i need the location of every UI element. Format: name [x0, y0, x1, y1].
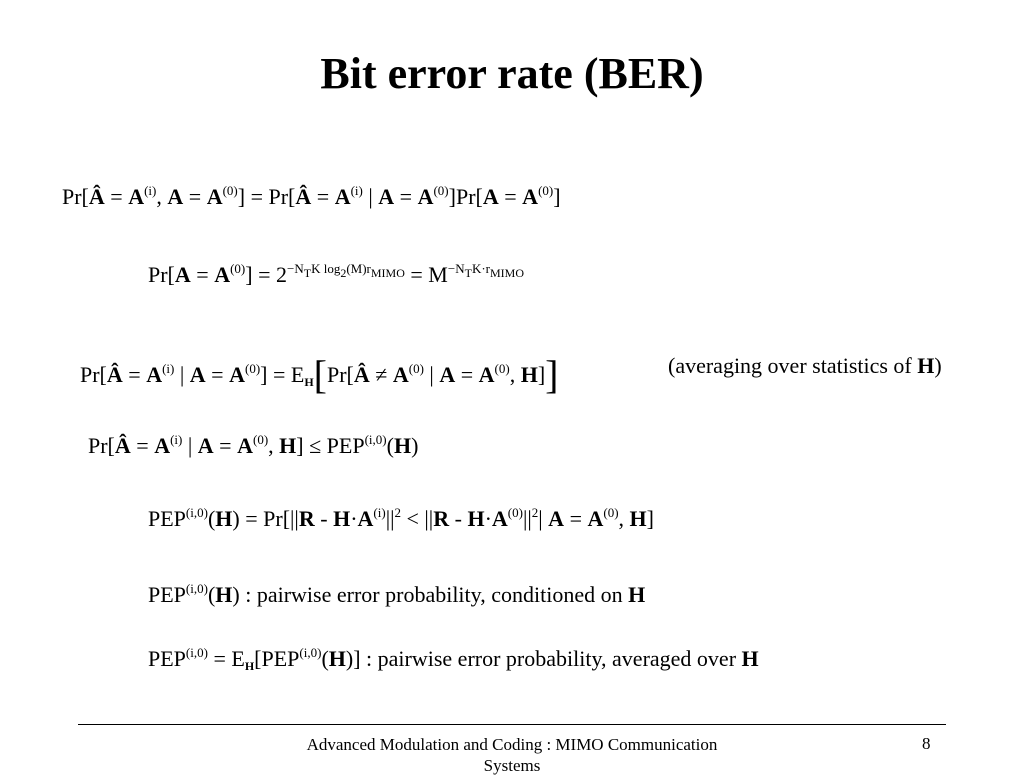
footer-divider [78, 724, 946, 725]
eq1-text: Pr[Â = $A^{(i)}$, $A = A^{(0)}$] = Pr[Â = $A^{(i)}$ | $A = A^{(0)}]Pr[A = A^{(0)}]$ [62, 183, 561, 209]
eq3-text: Pr[Â = $A^{(i)}$ | $A = A^{(0)}$] = $E_H[Pr[Â \ne A^{(0)}$ | $A = A^{(0)}$, H]] [80, 352, 559, 397]
eq4-text: Pr[Â = $A^{(i)}$ | $A = A^{(0)}$, H] ≤ PEP$^{(i,0)}$(H) [88, 432, 419, 458]
equation-prior-probability [148, 261, 524, 287]
equation-joint-probability [62, 183, 561, 209]
pep-conditioned-line: PEP$^{(i,0)}$(H) : pairwise error probability, conditioned on H [148, 581, 646, 607]
page-number: 8 [922, 734, 931, 753]
eq5-text: $PEP^{(i,0)}(H) = Pr[||R - H\cdot A^{(i)}||^2 < ||R - H\cdot A^{(0)}||^2|$ $A = A^{(0)}$, H] [148, 505, 654, 531]
eq2-text: $Pr[A = A^{(0)}] = 2^{-N_TK log_2(M)r_{MIMO}} = M^{-N_TK\cdot r_{MIMO}}$ [148, 261, 524, 287]
slide-title: Bit error rate (BER) [320, 49, 704, 98]
equation-pep-bound [88, 432, 419, 458]
footer-course-title: Advanced Modulation and Coding : MIMO Communication Systems [306, 735, 718, 775]
averaging-note: (averaging over statistics of H) [668, 353, 942, 378]
equation-conditional-probability [80, 352, 559, 397]
pep-averaged-line: $PEP^{(i,0)} = E_H[PEP^{(i,0)}(H)]$ : pairwise error probability, averaged over H [148, 645, 759, 673]
equation-pep-definition [148, 505, 654, 531]
